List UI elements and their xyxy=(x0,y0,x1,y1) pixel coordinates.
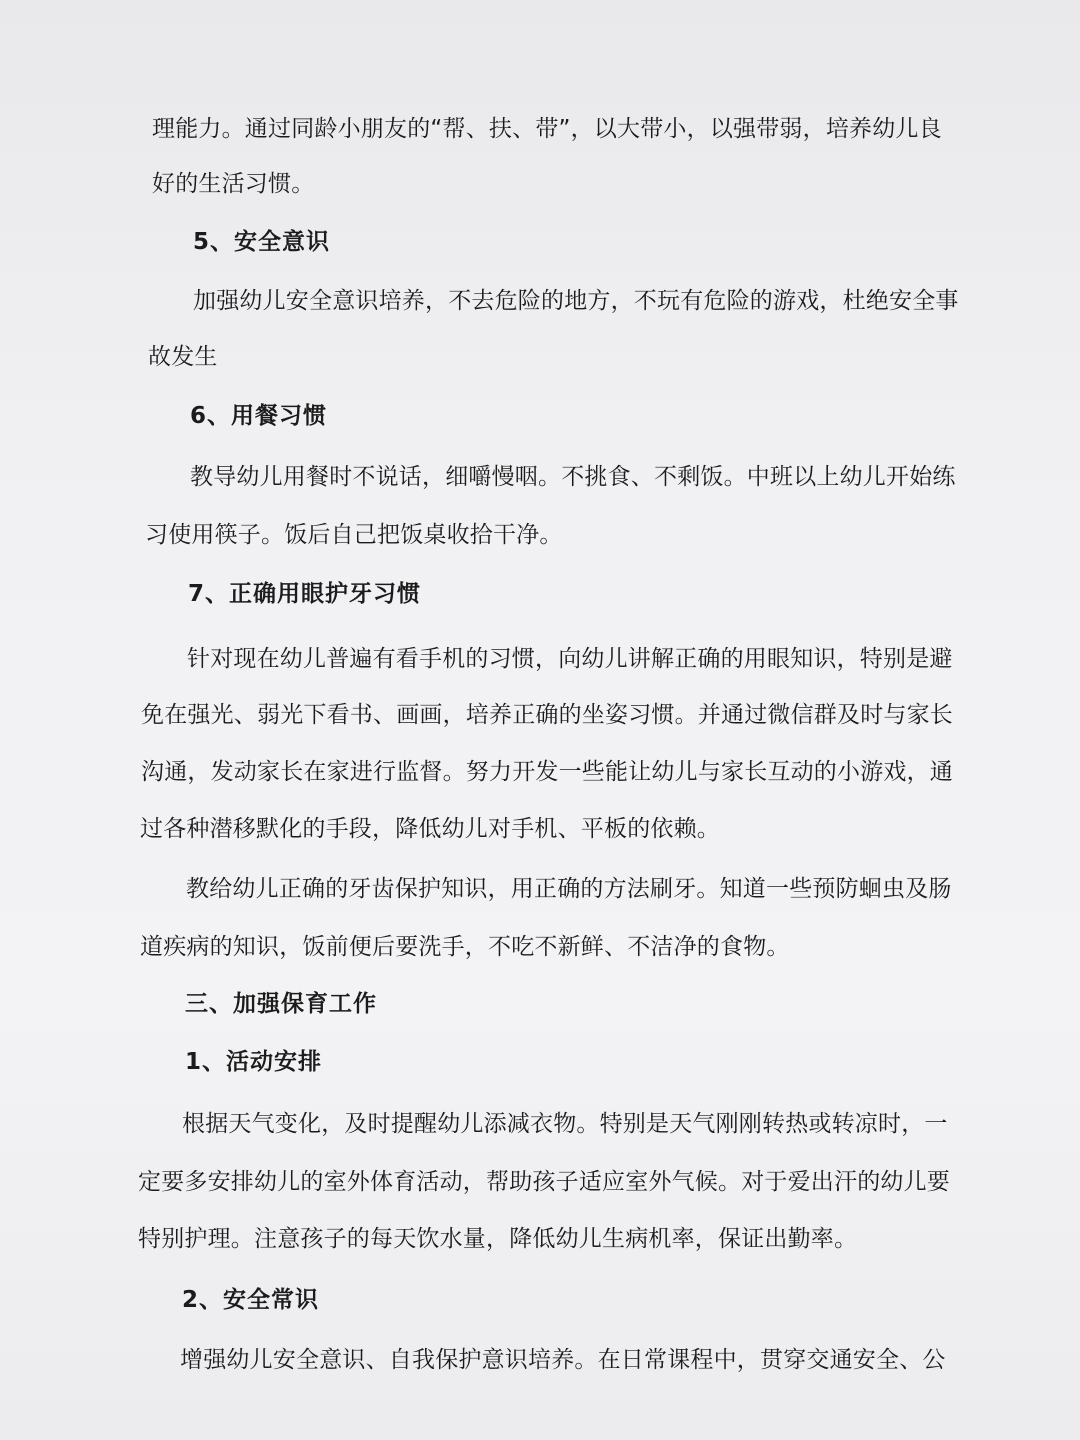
section-heading: 7、正确用眼护牙习惯 xyxy=(188,581,422,607)
paragraph-line: 根据天气变化，及时提醒幼儿添减衣物。特别是天气刚刚转热或转凉时，一 xyxy=(182,1111,948,1137)
paragraph-line: 习使用筷子。饭后自己把饭桌收拾干净。 xyxy=(145,522,563,548)
paragraph-line: 教给幼儿正确的牙齿保护知识，用正确的方法刷牙。知道一些预防蛔虫及肠 xyxy=(186,876,952,902)
paragraph-line: 增强幼儿安全意识、自我保护意识培养。在日常课程中，贯穿交通安全、公 xyxy=(180,1347,946,1373)
paragraph-line: 免在强光、弱光下看书、画画，培养正确的坐姿习惯。并通过微信群及时与家长 xyxy=(141,702,953,728)
paragraph-line: 过各种潜移默化的手段，降低幼儿对手机、平板的依赖。 xyxy=(140,816,720,842)
paragraph-line: 针对现在幼儿普遍有看手机的习惯，向幼儿讲解正确的用眼知识，特别是避 xyxy=(187,646,953,672)
paragraph-line: 特别护理。注意孩子的每天饮水量，降低幼儿生病机率，保证出勤率。 xyxy=(138,1226,858,1252)
section-heading: 6、用餐习惯 xyxy=(190,403,328,429)
paragraph-line: 故发生 xyxy=(148,344,218,370)
paragraph-line: 好的生活习惯。 xyxy=(152,171,315,197)
paragraph-line: 定要多安排幼儿的室外体育活动，帮助孩子适应室外气候。对于爱出汗的幼儿要 xyxy=(138,1169,950,1195)
paragraph-line: 沟通，发动家长在家进行监督。努力开发一些能让幼儿与家长互动的小游戏，通 xyxy=(141,759,953,785)
paragraph-line: 道疾病的知识，饭前便后要洗手，不吃不新鲜、不洁净的食物。 xyxy=(140,934,790,960)
section-heading: 三、加强保育工作 xyxy=(185,991,377,1017)
section-heading: 2、安全常识 xyxy=(182,1287,320,1313)
section-heading: 5、安全意识 xyxy=(193,229,331,255)
paragraph-line: 教导幼儿用餐时不说话，细嚼慢咽。不挑食、不剩饭。中班以上幼儿开始练 xyxy=(190,464,956,490)
paragraph-line: 加强幼儿安全意识培养，不去危险的地方，不玩有危险的游戏，杜绝安全事 xyxy=(193,288,959,314)
paragraph-line: 理能力。通过同龄小朋友的“帮、扶、带”，以大带小，以强带弱，培养幼儿良 xyxy=(152,116,942,142)
section-heading: 1、活动安排 xyxy=(185,1049,323,1075)
